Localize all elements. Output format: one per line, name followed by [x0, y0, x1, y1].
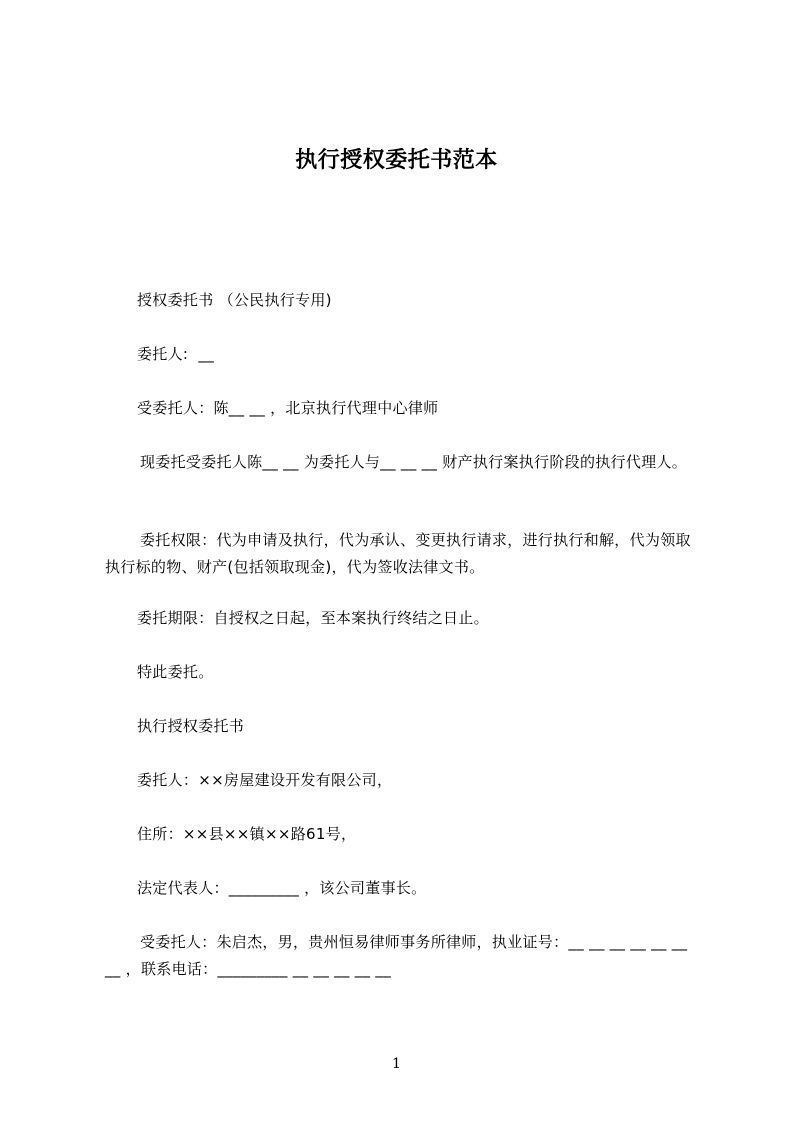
paragraph-legal-rep: 法定代表人：_________ ，该公司董事长。	[137, 879, 427, 897]
paragraph-authority: 委托权限：代为申请及执行，代为承认、变更执行请求，进行执行和解，代为领取执行标的物、财产(包括领取现金)，代为签收法律文书。	[105, 531, 691, 576]
paragraph-address: 住所：××县××镇××路61号，	[137, 825, 357, 843]
paragraph-term: 委托期限：自授权之日起，至本案执行终结之日止。	[137, 609, 489, 627]
document-title: 执行授权委托书范本	[295, 148, 498, 173]
paragraph-company-principal: 委托人：××房屋建设开发有限公司，	[137, 771, 393, 789]
paragraph-agent: 受委托人：陈__ __ ，北京执行代理中心律师	[137, 399, 439, 417]
paragraph-principal: 委托人: __	[137, 345, 214, 363]
paragraph-subtitle: 执行授权委托书	[137, 717, 245, 735]
paragraph-appointment: 现委托受委托人陈__ __ 为委托人与__ __ __ 财产执行案执行阶段的执行代理人。	[140, 453, 688, 471]
page-number: 1	[392, 1056, 401, 1072]
paragraph-lawyer-agent: 受委托人：朱启杰，男，贵州恒易律师事务所律师，执业证号：__ __ __ __ __ __ __ ，联系电话：_________ __ __ __ __ __	[105, 933, 693, 978]
paragraph-heading-citizen: 授权委托书 （公民执行专用)	[137, 291, 332, 309]
paragraph-closing: 特此委托。	[137, 663, 214, 681]
